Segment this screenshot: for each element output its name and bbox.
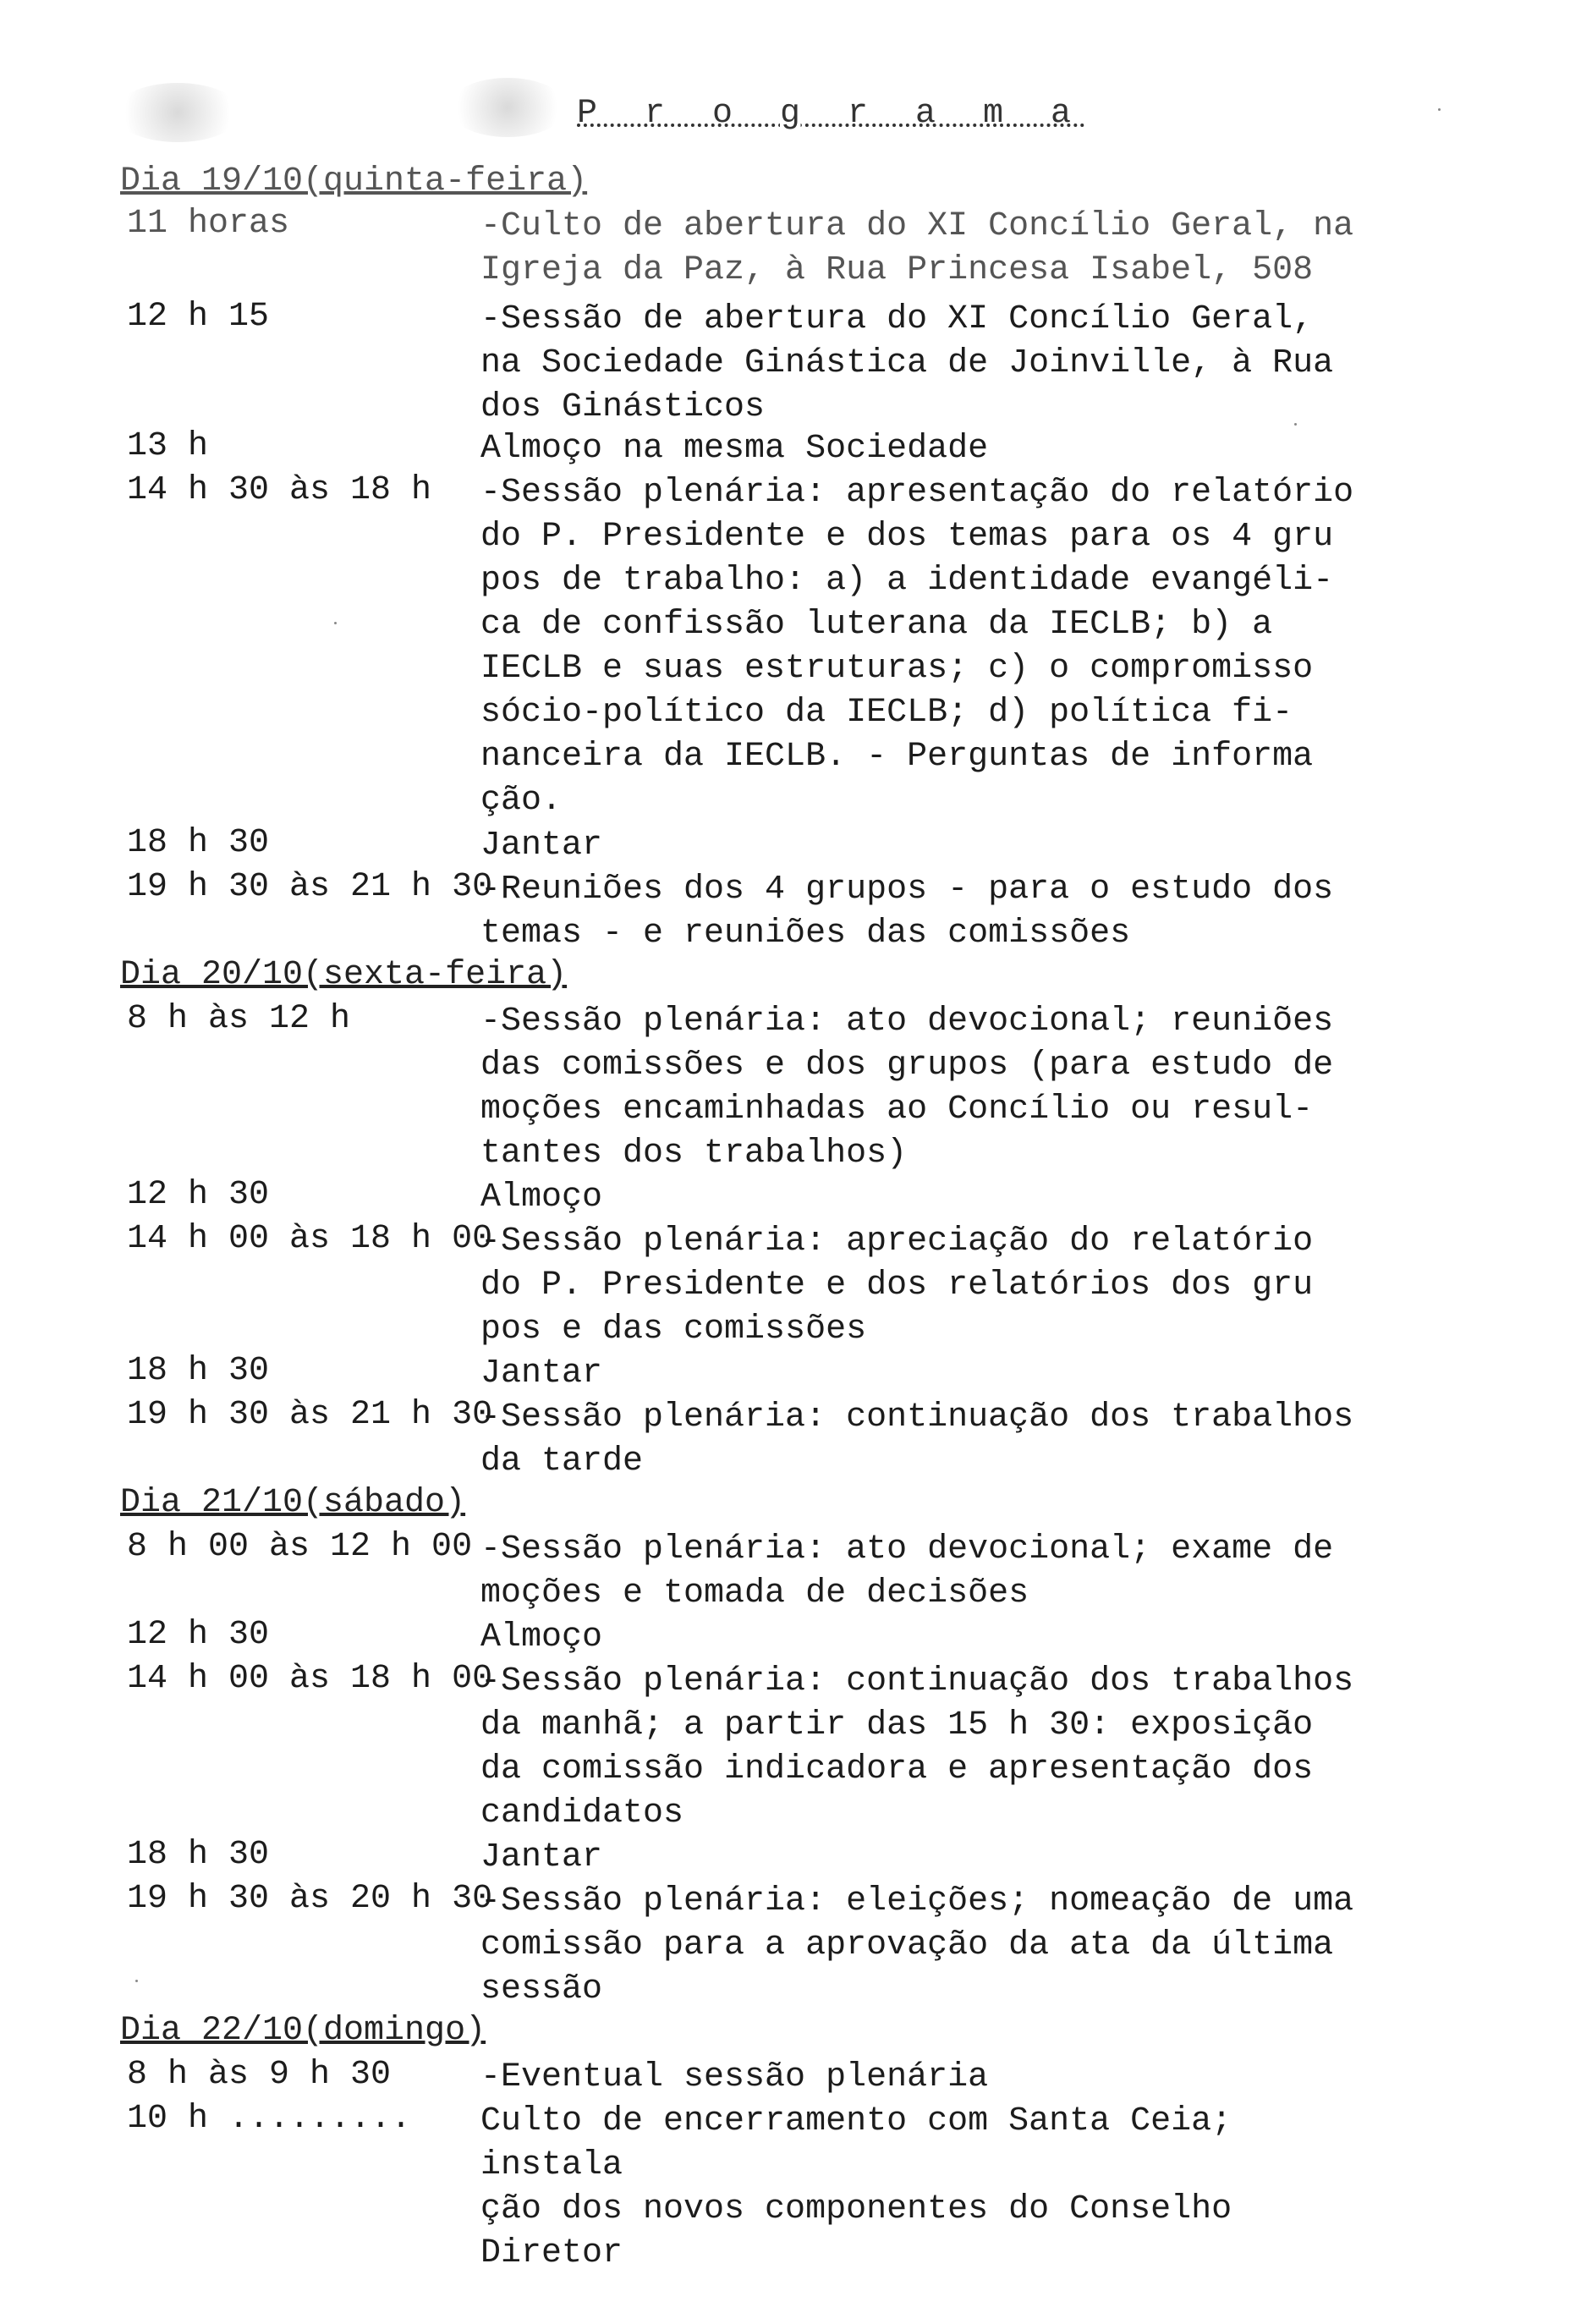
entry-time: 18 h 30: [127, 1352, 270, 1390]
entry-time: 19 h 30 às 21 h 30: [127, 1396, 493, 1434]
entry-text: -Sessão de abertura do XI Concílio Geral, na Sociedade Ginástica de Joinville, à Rua dos Ginásticos: [480, 300, 1334, 426]
entry-time: 11 horas: [127, 205, 290, 243]
entry-time: 12 h 30: [127, 1176, 270, 1214]
entry-time: 8 h às 9 h 30: [127, 2056, 392, 2094]
entry-text: -Sessão plenária: apreciação do relatório do P. Presidente e dos relatórios dos gru pos e das comissões: [480, 1222, 1314, 1349]
entry-text: Jantar: [480, 827, 603, 865]
entry-time: 14 h 00 às 18 h 00: [127, 1220, 493, 1258]
day-heading: Dia 21/10(sábado): [120, 1484, 466, 1522]
entry-time: 8 h às 12 h: [127, 1000, 351, 1038]
page-title: P r o g r a m a: [577, 95, 1085, 133]
entry-text: Jantar: [480, 1838, 603, 1876]
entry-text: Almoço: [480, 1178, 603, 1217]
entry-time: 19 h 30 às 20 h 30: [127, 1880, 493, 1918]
entry-text: -Sessão plenária: eleições; nomeação de uma comissão para a aprovação da ata da última sessão: [480, 1882, 1354, 2008]
scan-speck: [1294, 423, 1297, 426]
day-heading: Dia 19/10(quinta-feira): [120, 162, 588, 201]
entry-time: 10 h .........: [127, 2100, 412, 2138]
entry-text: Almoço: [480, 1618, 603, 1656]
entry-text: -Culto de abertura do XI Concílio Geral, na Igreja da Paz, à Rua Princesa Isabel, 508: [480, 207, 1354, 289]
entry-time: 12 h 15: [127, 298, 270, 336]
entry-time: 18 h 30: [127, 824, 270, 862]
entry-text: -Reuniões dos 4 grupos - para o estudo dos temas - e reuniões das comissões: [480, 871, 1334, 953]
entry-time: 8 h 00 às 12 h 00: [127, 1528, 473, 1566]
entry-text: -Sessão plenária: ato devocional; exame de moções e tomada de decisões: [480, 1530, 1334, 1613]
scan-speck: [1438, 108, 1441, 111]
scan-speck: [334, 622, 337, 624]
entry-time: 14 h 00 às 18 h 00: [127, 1660, 493, 1698]
entry-text: -Sessão plenária: continuação dos trabalhos da manhã; a partir das 15 h 30: exposição da comissão indicadora e apresentação dos candidatos: [480, 1662, 1354, 1832]
entry-time: 19 h 30 às 21 h 30: [127, 868, 493, 906]
scan-smudge: [448, 78, 567, 137]
entry-time: 18 h 30: [127, 1836, 270, 1874]
entry-time: 12 h 30: [127, 1616, 270, 1654]
entry-text: -Sessão plenária: apresentação do relatório do P. Presidente e dos temas para os 4 gru pos de trabalho: a) a identidade evangéli- ca de confissão luterana da IECLB; b) a IECLB e suas estruturas; c) o compromisso sócio-político da IECLB; d) política fi- nanceira da IECLB. - Perguntas de informa ção.: [480, 474, 1354, 820]
entry-text: -Sessão plenária: ato devocional; reuniões das comissões e dos grupos (para estudo de moções encaminhadas ao Concílio ou resul- tantes dos trabalhos): [480, 1003, 1334, 1173]
entry-text: Almoço na mesma Sociedade: [480, 430, 989, 468]
entry-text: -Eventual sessão plenária: [480, 2058, 989, 2096]
scan-smudge: [114, 83, 241, 142]
entry-text: Jantar: [480, 1354, 603, 1393]
day-heading: Dia 22/10(domingo): [120, 2012, 486, 2050]
entry-text: Culto de encerramento com Santa Ceia; instala ção dos novos componentes do Conselho Diretor: [480, 2102, 1232, 2272]
entry-time: 14 h 30 às 18 h: [127, 471, 432, 509]
day-heading: Dia 20/10(sexta-feira): [120, 956, 568, 994]
entry-time: 13 h: [127, 427, 209, 465]
entry-text: -Sessão plenária: continuação dos trabalhos da tarde: [480, 1398, 1354, 1481]
scan-speck: [135, 1980, 138, 1982]
